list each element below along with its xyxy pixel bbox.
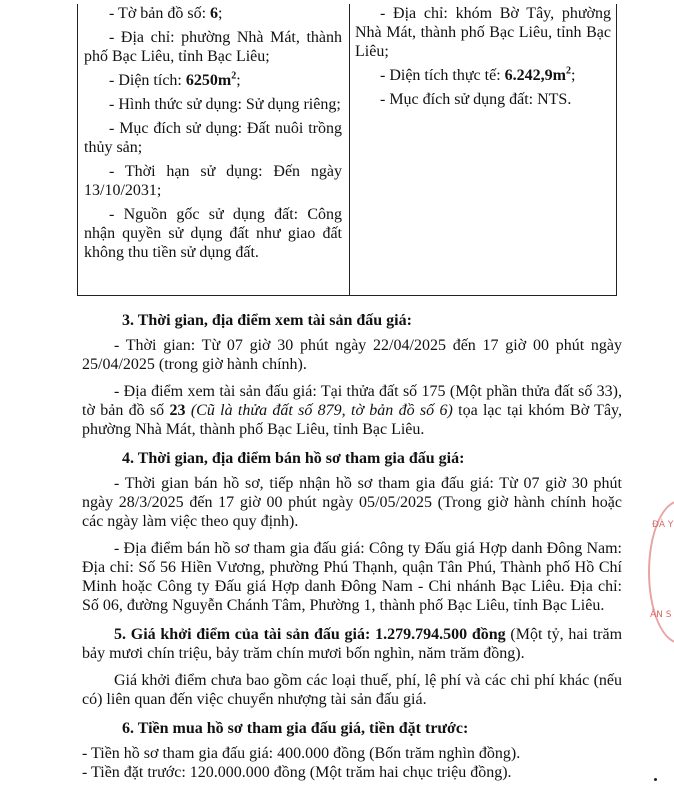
land-purpose-line: - Mục đích sử dụng đất: NTS. [380, 91, 572, 108]
section-4-heading: 4. Thời gian, địa điểm bán hồ sơ tham gia đấu giá: [122, 450, 465, 467]
area-line: - Diện tích: $6250m^2$; [109, 70, 241, 89]
property-table [77, 4, 617, 296]
starting-price: 5. Giá khởi điểm của tài sản đấu giá: 1.279.794.500 đồng (Một tỷ, hai trăm bảy mươi chín triệu, bảy trăm chín mươi bốn nghìn, năm trăm đồng). [82, 626, 623, 662]
map-sheet-line: - Tờ bản đồ số: 6; [109, 5, 223, 22]
price-note: Giá khởi điểm chưa bao gồm các loại thuế, phí, lệ phí và các chi phí khác (nếu có) liên quan đến việc chuyển nhượng tài sản đấu giá. [82, 672, 622, 708]
land-info-actual [355, 4, 611, 114]
usage-purpose-line: - Mục đích sử dụng: Đất nuôi trồng thủy sản; [84, 120, 342, 156]
seal-text-bottom: ÂN S [650, 610, 672, 620]
sale-time: - Thời gian bán hồ sơ, tiếp nhận hồ sơ tham gia đấu giá: Từ 07 giờ 30 phút ngày 28/3/2025 đến 17 giờ 00 phút ngày 05/05/2025 (Trong giờ hành chính hoặc các ngày làm việc theo quy định). [82, 475, 622, 530]
land-info-original [84, 4, 342, 267]
address-line: - Địa chỉ: khóm Bờ Tây, phường Nhà Mát, thành phố Bạc Liêu, tỉnh Bạc Liêu; [355, 5, 611, 60]
sale-location: - Địa điểm bán hồ sơ tham gia đấu giá: Công ty Đấu giá Hợp danh Đông Nam: Địa chỉ: Số 56 Hiền Vương, phường Phú Thạnh, quận Tân Phú, Thành phố Hồ Chí Minh hoặc Công ty Đấu giá Hợp danh Đông Nam - Chi nhánh Bạc Liêu. Địa chỉ: Số 06, đường Nguyễn Chánh Tâm, Phường 1, thành phố Bạc Liêu, tỉnh Bạc Liêu. [82, 540, 622, 614]
ink-dot [654, 778, 657, 781]
section-3-heading: 3. Thời gian, địa điểm xem tài sản đấu giá: [122, 312, 412, 329]
origin-line: - Nguồn gốc sử dụng đất: Công nhận quyền sử dụng đất như giao đất không thu tiền sử dụng đất. [84, 206, 342, 261]
document-body [82, 311, 622, 782]
deposit-amount: - Tiền đặt trước: 120.000.000 đồng (Một trăm hai chục triệu đồng). [82, 764, 512, 781]
address-line: - Địa chỉ: phường Nhà Mát, thành phố Bạc Liêu, tỉnh Bạc Liêu; [84, 29, 342, 65]
usage-form-line: - Hình thức sử dụng: Sử dụng riêng; [109, 96, 341, 113]
usage-term-line: - Thời hạn sử dụng: Đến ngày 13/10/2031; [84, 163, 342, 199]
viewing-location: - Địa điểm xem tài sản đấu giá: Tại thửa đất số 175 (Một phần thửa đất số 33), tờ bản đồ số 23 (Cũ là thửa đất số 879, tờ bản đồ số 6) tọa lạc tại khóm Bờ Tây, phường Nhà Mát, thành phố Bạc Liêu, tỉnh Bạc Liêu. [82, 383, 623, 438]
section-6-heading: 6. Tiền mua hồ sơ tham gia đấu giá, tiền đặt trước: [122, 720, 469, 737]
actual-area-line: - Diện tích thực tế: $6.242,9m^2$; [380, 65, 576, 84]
column-divider [349, 4, 350, 295]
viewing-time: - Thời gian: Từ 07 giờ 30 phút ngày 22/04/2025 đến 17 giờ 00 phút ngày 25/04/2025 (trong giờ hành chính). [82, 337, 622, 373]
seal-text-top: ĐÀ Y [652, 520, 674, 530]
dossier-fee: - Tiền hồ sơ tham gia đấu giá: 400.000 đồng (Bốn trăm nghìn đồng). [82, 745, 521, 762]
